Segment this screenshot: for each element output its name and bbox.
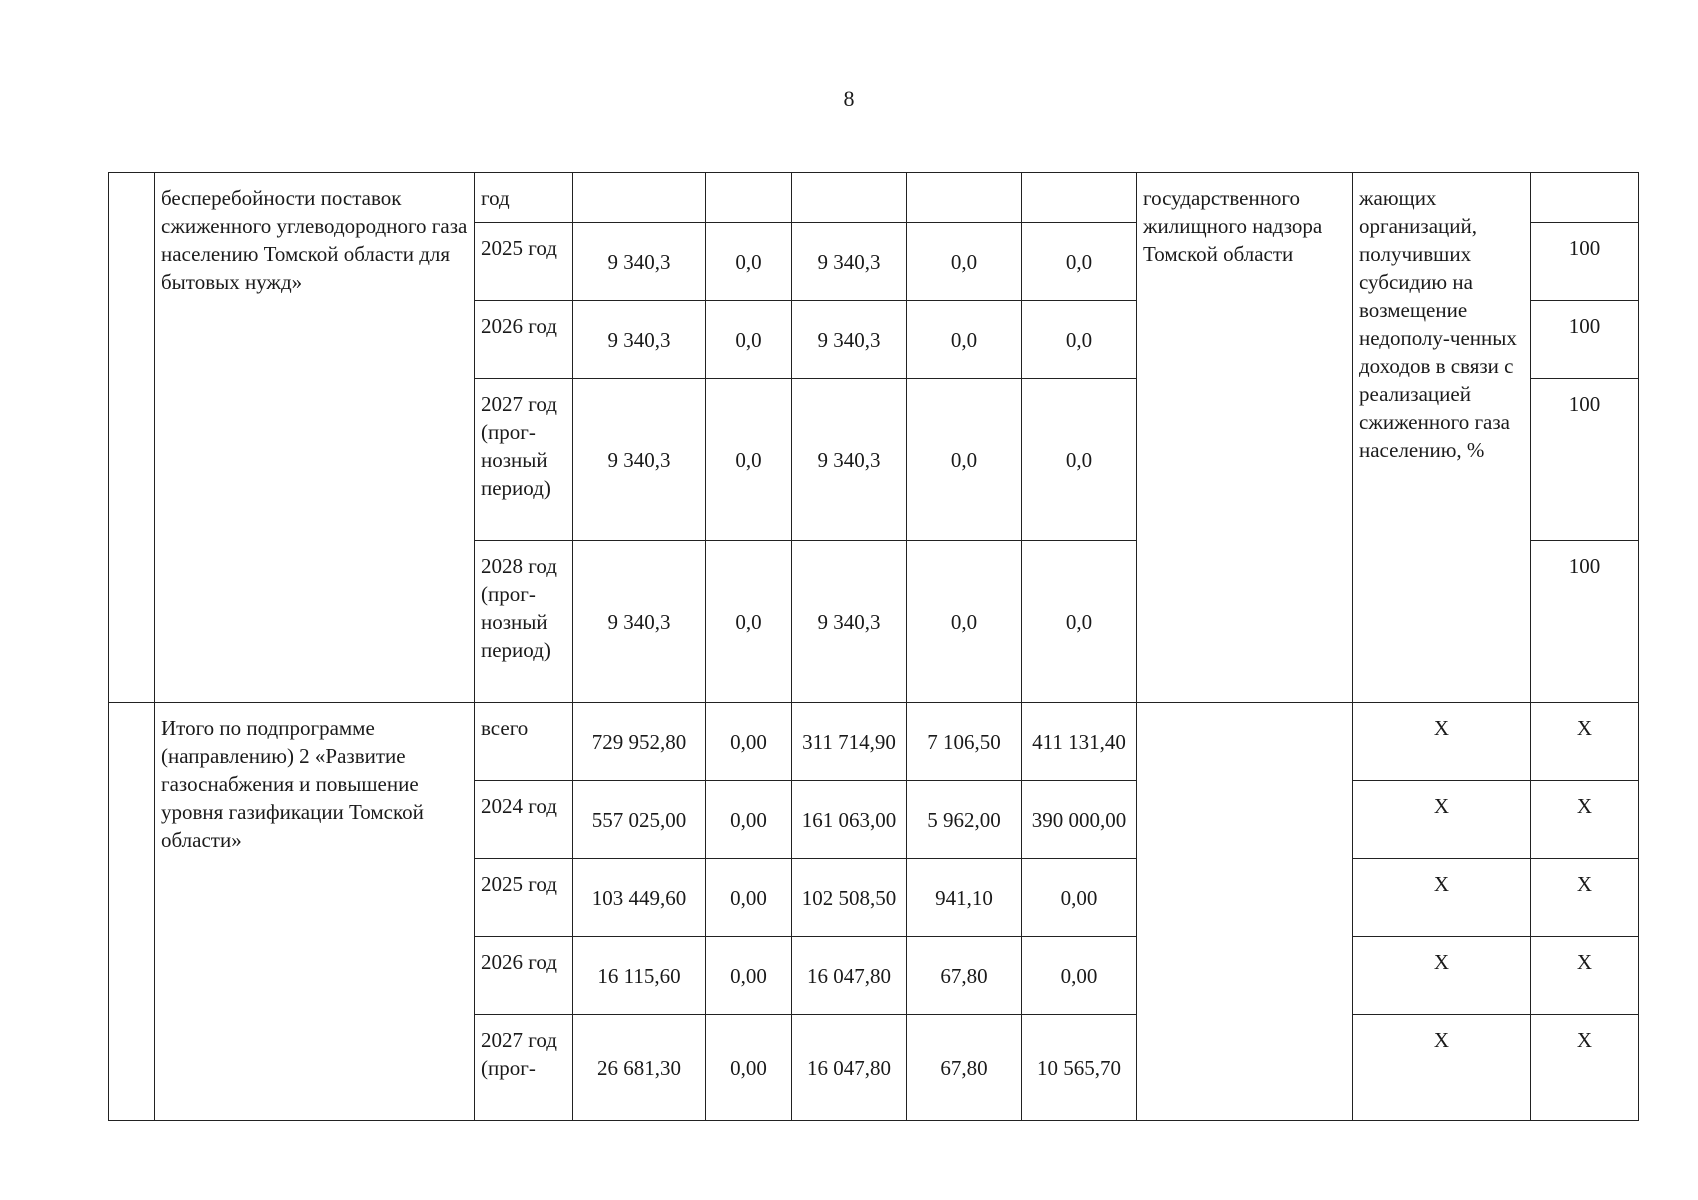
year-cell: 2028 год (прог-нозный период): [475, 541, 573, 703]
other-cell: 411 131,40: [1022, 703, 1137, 781]
federal-cell: 0,00: [706, 781, 792, 859]
indicator-cell: жающих организаций, получивших субсидию на возмещение недополу-ченных доходов в связи с реализацией сжиженного газа населению, %: [1353, 173, 1531, 703]
indicator-cell: Х: [1353, 859, 1531, 937]
target-cell: 100: [1531, 223, 1639, 301]
table-row: [109, 703, 1639, 781]
total-cell: 729 952,80: [573, 703, 706, 781]
year-cell: 2026 год: [475, 937, 573, 1015]
regional-cell: 102 508,50: [792, 859, 907, 937]
other-cell: 0,00: [1022, 859, 1137, 937]
other-cell: 0,00: [1022, 937, 1137, 1015]
local-cell: 0,0: [907, 379, 1022, 541]
federal-cell: [706, 173, 792, 223]
local-cell: 0,0: [907, 223, 1022, 301]
target-cell: Х: [1531, 703, 1639, 781]
target-cell: [1531, 173, 1639, 223]
indicator-cell: Х: [1353, 937, 1531, 1015]
other-cell: 0,0: [1022, 541, 1137, 703]
total-cell: 557 025,00: [573, 781, 706, 859]
local-cell: 67,80: [907, 937, 1022, 1015]
table-row: [109, 173, 1639, 223]
local-cell: [907, 173, 1022, 223]
row-number-cell: [109, 703, 155, 1121]
target-cell: 100: [1531, 379, 1639, 541]
local-cell: 941,10: [907, 859, 1022, 937]
other-cell: 0,0: [1022, 379, 1137, 541]
indicator-cell: Х: [1353, 1015, 1531, 1121]
year-cell: 2024 год: [475, 781, 573, 859]
regional-cell: 161 063,00: [792, 781, 907, 859]
other-cell: 0,0: [1022, 301, 1137, 379]
regional-cell: 16 047,80: [792, 937, 907, 1015]
regional-cell: 9 340,3: [792, 379, 907, 541]
executor-cell: [1137, 703, 1353, 1121]
year-cell: 2026 год: [475, 301, 573, 379]
year-cell: 2027 год (прог-: [475, 1015, 573, 1121]
target-cell: 100: [1531, 541, 1639, 703]
federal-cell: 0,0: [706, 541, 792, 703]
indicator-cell: Х: [1353, 781, 1531, 859]
federal-cell: 0,00: [706, 937, 792, 1015]
executor-cell: государственного жилищного надзора Томской области: [1137, 173, 1353, 703]
year-cell: год: [475, 173, 573, 223]
year-cell: 2027 год (прог-нозный период): [475, 379, 573, 541]
row-number-cell: [109, 173, 155, 703]
federal-cell: 0,00: [706, 703, 792, 781]
total-cell: 26 681,30: [573, 1015, 706, 1121]
measure-name-cell: бесперебойности поставок сжиженного углеводородного газа населению Томской области для бытовых нужд»: [155, 173, 475, 703]
regional-cell: 9 340,3: [792, 541, 907, 703]
federal-cell: 0,0: [706, 301, 792, 379]
total-cell: 103 449,60: [573, 859, 706, 937]
regional-cell: 9 340,3: [792, 223, 907, 301]
total-cell: 9 340,3: [573, 223, 706, 301]
target-cell: Х: [1531, 781, 1639, 859]
total-cell: [573, 173, 706, 223]
local-cell: 7 106,50: [907, 703, 1022, 781]
target-cell: 100: [1531, 301, 1639, 379]
federal-cell: 0,0: [706, 223, 792, 301]
total-cell: 9 340,3: [573, 301, 706, 379]
total-cell: 9 340,3: [573, 379, 706, 541]
year-cell: 2025 год: [475, 223, 573, 301]
other-cell: 10 565,70: [1022, 1015, 1137, 1121]
regional-cell: 311 714,90: [792, 703, 907, 781]
page-number: 8: [843, 86, 855, 111]
local-cell: 0,0: [907, 301, 1022, 379]
other-cell: 390 000,00: [1022, 781, 1137, 859]
target-cell: Х: [1531, 1015, 1639, 1121]
year-cell: всего: [475, 703, 573, 781]
program-funding-table: [108, 172, 1639, 1121]
local-cell: 5 962,00: [907, 781, 1022, 859]
year-cell: 2025 год: [475, 859, 573, 937]
indicator-cell: Х: [1353, 703, 1531, 781]
total-cell: 9 340,3: [573, 541, 706, 703]
total-cell: 16 115,60: [573, 937, 706, 1015]
federal-cell: 0,0: [706, 379, 792, 541]
federal-cell: 0,00: [706, 1015, 792, 1121]
regional-cell: 16 047,80: [792, 1015, 907, 1121]
subprogram-total-name-cell: Итого по подпрограмме (направлению) 2 «Развитие газоснабжения и повышение уровня газификации Томской области»: [155, 703, 475, 1121]
local-cell: 0,0: [907, 541, 1022, 703]
local-cell: 67,80: [907, 1015, 1022, 1121]
other-cell: 0,0: [1022, 223, 1137, 301]
regional-cell: [792, 173, 907, 223]
regional-cell: 9 340,3: [792, 301, 907, 379]
federal-cell: 0,00: [706, 859, 792, 937]
target-cell: Х: [1531, 859, 1639, 937]
target-cell: Х: [1531, 937, 1639, 1015]
other-cell: [1022, 173, 1137, 223]
